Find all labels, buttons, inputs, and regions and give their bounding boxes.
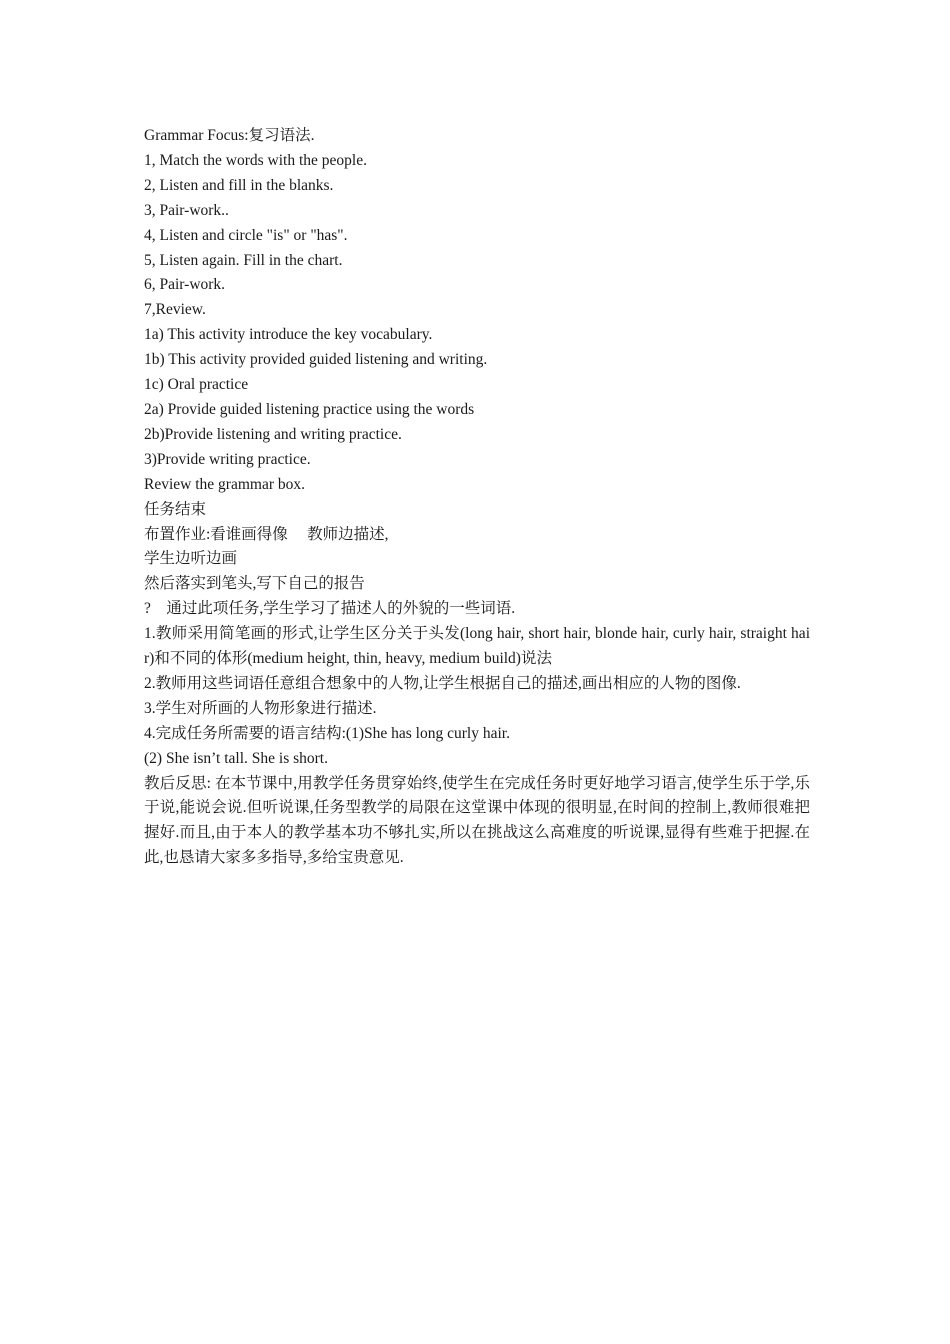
step-7: 7,Review. xyxy=(144,301,206,319)
student-drawing-line: 学生边听边画 xyxy=(144,550,238,568)
step-6: 6, Pair-work. xyxy=(144,276,226,294)
step-1: 1, Match the words with the people. xyxy=(144,151,367,169)
combination-line: 2.教师用这些词语任意组合想象中的人物,让学生根据自己的描述,画出相应的人物的图像. xyxy=(144,674,741,692)
homework-line: 布置作业:看谁画得像 教师边描述, xyxy=(144,525,389,543)
task-summary-line: ? 通过此项任务,学生学习了描述人的外貌的一些词语. xyxy=(144,600,516,618)
step-4: 4, Listen and circle "is" or "has". xyxy=(144,226,348,244)
description-line: 3.学生对所画的人物形象进行描述. xyxy=(144,699,377,717)
report-line: 然后落实到笔头,写下自己的报告 xyxy=(144,575,365,593)
structure-example-line: (2) She isn’t tall. She is short. xyxy=(144,749,328,767)
task-end: 任务结束 xyxy=(144,500,207,518)
hair-body-paragraph: 1.教师采用简笔画的形式,让学生区分关于头发(long hair, short hair, blonde hair, curly hair, straight hair)和不同的体形(medium height, thin, heavy, medium build)说法 xyxy=(144,625,810,668)
note-3: 3)Provide writing practice. xyxy=(144,450,311,468)
review-grammar-box: Review the grammar box. xyxy=(144,475,305,493)
document-body xyxy=(144,124,810,871)
note-1a: 1a) This activity introduce the key vocabulary. xyxy=(144,326,433,344)
structure-line: 4.完成任务所需要的语言结构:(1)She has long curly hair. xyxy=(144,724,510,742)
step-5: 5, Listen again. Fill in the chart. xyxy=(144,251,343,269)
step-3: 3, Pair-work.. xyxy=(144,201,229,219)
note-1b: 1b) This activity provided guided listening and writing. xyxy=(144,351,488,369)
heading-grammar-focus: Grammar Focus:复习语法. xyxy=(144,127,315,144)
note-2a: 2a) Provide guided listening practice using the words xyxy=(144,400,475,418)
note-2b: 2b)Provide listening and writing practice. xyxy=(144,425,402,443)
note-1c: 1c) Oral practice xyxy=(144,376,249,394)
step-2: 2, Listen and fill in the blanks. xyxy=(144,176,334,194)
reflection-paragraph: 教后反思: 在本节课中,用教学任务贯穿始终,使学生在完成任务时更好地学习语言,使学生乐于学,乐于说,能说会说.但听说课,任务型教学的局限在这堂课中体现的很明显,在时间的控制上,教师很难把握好.而且,由于本人的教学基本功不够扎实,所以在挑战这么高难度的听说课,显得有些难于把握.在此,也恳请大家多多指导,多给宝贵意见. xyxy=(144,774,810,867)
